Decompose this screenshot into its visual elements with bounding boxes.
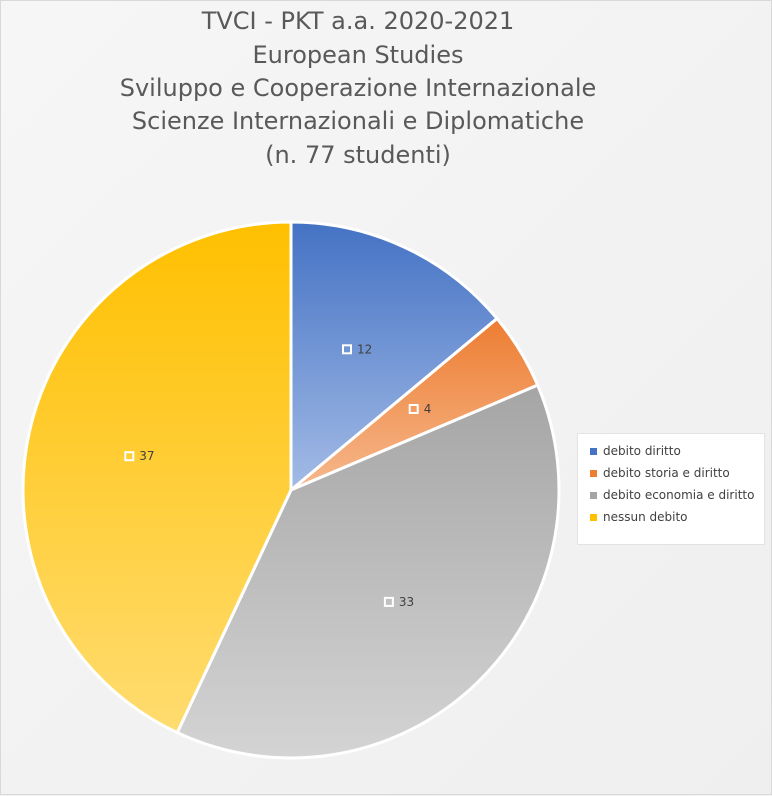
data-label-text: 33 [398,594,415,609]
legend-item [590,440,764,462]
legend-label: debito storia e diritto [603,466,730,480]
chart-title-line: Sviluppo e Cooperazione Internazionale [119,74,597,102]
legend-swatch [590,514,597,521]
legend-label: debito economia e diritto [603,488,755,502]
legend-swatch [590,470,597,477]
chart-title [120,7,597,169]
chart-title-line: (n. 77 studenti) [265,141,451,169]
pie-slices [23,222,559,758]
data-label-text: 12 [357,342,373,357]
legend-swatch [590,492,597,499]
pie-chart [1,1,772,796]
legend-label: nessun debito [603,510,688,524]
data-label-text: 37 [139,449,155,464]
legend-item [590,506,764,528]
legend-item [590,484,764,506]
legend-item [590,462,764,484]
chart-title-line: Scienze Internazionali e Diplomatiche [131,107,585,135]
legend [577,433,765,545]
legend-swatch [590,448,597,455]
chart-title-line: European Studies [252,41,464,69]
data-label-text: 4 [423,402,432,416]
legend-label: debito diritto [603,444,681,458]
chart-title-line: TVCI - PKT a.a. 2020-2021 [201,7,515,35]
